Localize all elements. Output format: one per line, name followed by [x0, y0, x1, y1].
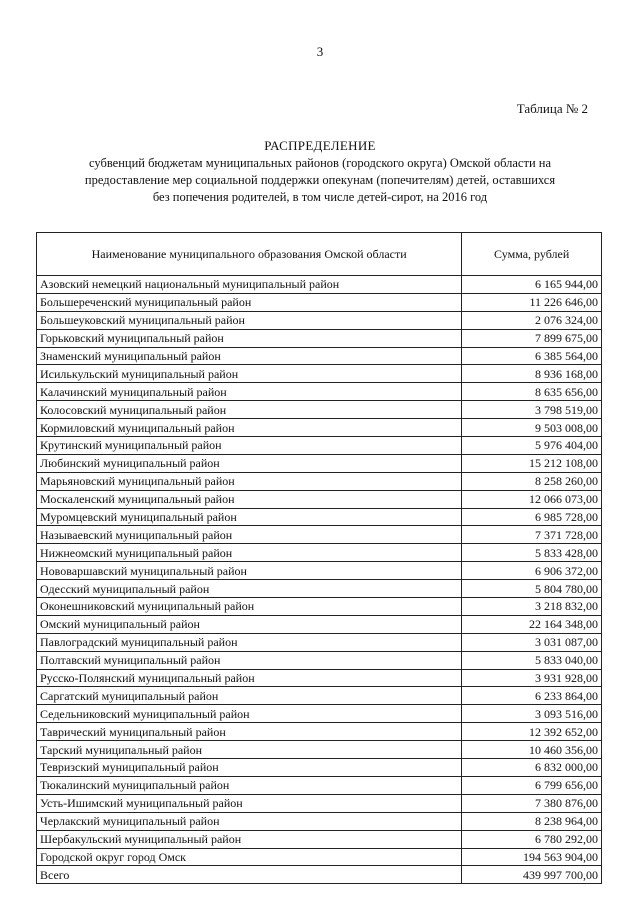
subsidy-sum: 5 833 040,00	[462, 651, 602, 669]
table-row	[37, 365, 602, 383]
municipality-name: Черлакский муниципальный район	[37, 812, 462, 830]
municipality-name: Усть-Ишимский муниципальный район	[37, 794, 462, 812]
table-row	[37, 759, 602, 777]
municipality-name: Марьяновский муниципальный район	[37, 472, 462, 490]
table-header-row	[37, 233, 602, 276]
municipality-name: Нижнеомский муниципальный район	[37, 544, 462, 562]
municipality-name: Любинский муниципальный район	[37, 454, 462, 472]
page-number: 3	[316, 44, 324, 59]
subsidy-sum: 3 931 928,00	[462, 669, 602, 687]
subsidy-sum: 439 997 700,00	[462, 866, 602, 884]
subsidy-sum: 6 165 944,00	[462, 276, 602, 294]
table-row	[37, 329, 602, 347]
document-title: РАСПРЕДЕЛЕНИЕ	[264, 138, 376, 153]
subsidy-sum: 5 976 404,00	[462, 437, 602, 455]
subsidy-sum: 194 563 904,00	[462, 848, 602, 866]
municipality-name: Кормиловский муниципальный район	[37, 419, 462, 437]
subsidy-sum: 15 212 108,00	[462, 454, 602, 472]
municipality-name: Тевризский муниципальный район	[37, 759, 462, 777]
table-row	[37, 311, 602, 329]
table-row	[37, 454, 602, 472]
municipality-name: Муромцевский муниципальный район	[37, 508, 462, 526]
header-sum: Сумма, рублей	[462, 233, 602, 276]
municipality-name: Москаленский муниципальный район	[37, 490, 462, 508]
table-row	[37, 687, 602, 705]
municipality-name: Полтавский муниципальный район	[37, 651, 462, 669]
table-row	[37, 723, 602, 741]
municipality-name: Большеуковский муниципальный район	[37, 311, 462, 329]
municipality-name: Седельниковский муниципальный район	[37, 705, 462, 723]
subsidy-sum: 6 799 656,00	[462, 776, 602, 794]
subsidy-sum: 6 233 864,00	[462, 687, 602, 705]
table-row	[37, 526, 602, 544]
subsidy-sum: 8 258 260,00	[462, 472, 602, 490]
table-row	[37, 383, 602, 401]
table-row	[37, 419, 602, 437]
municipality-name: Знаменский муниципальный район	[37, 347, 462, 365]
table-row	[37, 633, 602, 651]
subsidy-sum: 7 380 876,00	[462, 794, 602, 812]
subsidy-table	[36, 232, 602, 884]
subsidy-sum: 3 218 832,00	[462, 598, 602, 616]
table-row	[37, 544, 602, 562]
table-row	[37, 562, 602, 580]
table-row	[37, 776, 602, 794]
table-row	[37, 293, 602, 311]
municipality-name: Колосовский муниципальный район	[37, 401, 462, 419]
table-row	[37, 276, 602, 294]
municipality-name: Омский муниципальный район	[37, 615, 462, 633]
subtitle-line: без попечения родителей, в том числе детей-сирот, на 2016 год	[152, 190, 488, 204]
table-label: Таблица № 2	[516, 101, 588, 116]
subsidy-sum: 8 936 168,00	[462, 365, 602, 383]
table-body	[37, 276, 602, 884]
subsidy-sum: 3 798 519,00	[462, 401, 602, 419]
table-row	[37, 651, 602, 669]
table-row	[37, 830, 602, 848]
municipality-name: Горьковский муниципальный район	[37, 329, 462, 347]
subsidy-sum: 7 371 728,00	[462, 526, 602, 544]
municipality-name: Городской округ город Омск	[37, 848, 462, 866]
subsidy-sum: 9 503 008,00	[462, 419, 602, 437]
municipality-name: Тарский муниципальный район	[37, 741, 462, 759]
subsidy-sum: 3 031 087,00	[462, 633, 602, 651]
table-row	[37, 401, 602, 419]
table-row	[37, 812, 602, 830]
subsidy-sum: 12 066 073,00	[462, 490, 602, 508]
header-municipality: Наименование муниципального образования Омской области	[37, 233, 462, 276]
municipality-name: Шербакульский муниципальный район	[37, 830, 462, 848]
subsidy-sum: 6 832 000,00	[462, 759, 602, 777]
table-row	[37, 848, 602, 866]
document-subtitle	[30, 155, 610, 206]
table-row	[37, 598, 602, 616]
municipality-name: Тюкалинский муниципальный район	[37, 776, 462, 794]
subsidy-sum: 6 985 728,00	[462, 508, 602, 526]
table-row	[37, 490, 602, 508]
municipality-name: Саргатский муниципальный район	[37, 687, 462, 705]
municipality-name: Оконешниковский муниципальный район	[37, 598, 462, 616]
municipality-name: Русско-Полянский муниципальный район	[37, 669, 462, 687]
subsidy-sum: 8 238 964,00	[462, 812, 602, 830]
subtitle-line: субвенций бюджетам муниципальных районов (городского округа) Омской области на	[88, 156, 551, 170]
subsidy-sum: 5 804 780,00	[462, 580, 602, 598]
subtitle-line: предоставление мер социальной поддержки опекунам (попечителям) детей, оставшихся	[84, 173, 556, 187]
subsidy-sum: 22 164 348,00	[462, 615, 602, 633]
subsidy-sum: 7 899 675,00	[462, 329, 602, 347]
municipality-name: Азовский немецкий национальный муниципальный район	[37, 276, 462, 294]
municipality-name: Одесский муниципальный район	[37, 580, 462, 598]
subsidy-sum: 10 460 356,00	[462, 741, 602, 759]
municipality-name: Нововаршавский муниципальный район	[37, 562, 462, 580]
municipality-name: Большереченский муниципальный район	[37, 293, 462, 311]
subsidy-sum: 11 226 646,00	[462, 293, 602, 311]
table-row	[37, 705, 602, 723]
municipality-name: Таврический муниципальный район	[37, 723, 462, 741]
subsidy-sum: 8 635 656,00	[462, 383, 602, 401]
municipality-name: Называевский муниципальный район	[37, 526, 462, 544]
municipality-name: Всего	[37, 866, 462, 884]
subsidy-sum: 6 780 292,00	[462, 830, 602, 848]
subsidy-sum: 6 906 372,00	[462, 562, 602, 580]
table-row	[37, 615, 602, 633]
table-row	[37, 866, 602, 884]
table-row	[37, 580, 602, 598]
municipality-name: Калачинский муниципальный район	[37, 383, 462, 401]
table-row	[37, 347, 602, 365]
table-row	[37, 472, 602, 490]
municipality-name: Исилькульский муниципальный район	[37, 365, 462, 383]
municipality-name: Крутинский муниципальный район	[37, 437, 462, 455]
table-row	[37, 794, 602, 812]
table-row	[37, 741, 602, 759]
subsidy-sum: 5 833 428,00	[462, 544, 602, 562]
table-row	[37, 669, 602, 687]
subsidy-sum: 2 076 324,00	[462, 311, 602, 329]
table-row	[37, 437, 602, 455]
table-row	[37, 508, 602, 526]
municipality-name: Павлоградский муниципальный район	[37, 633, 462, 651]
subsidy-sum: 3 093 516,00	[462, 705, 602, 723]
subsidy-sum: 6 385 564,00	[462, 347, 602, 365]
subsidy-sum: 12 392 652,00	[462, 723, 602, 741]
